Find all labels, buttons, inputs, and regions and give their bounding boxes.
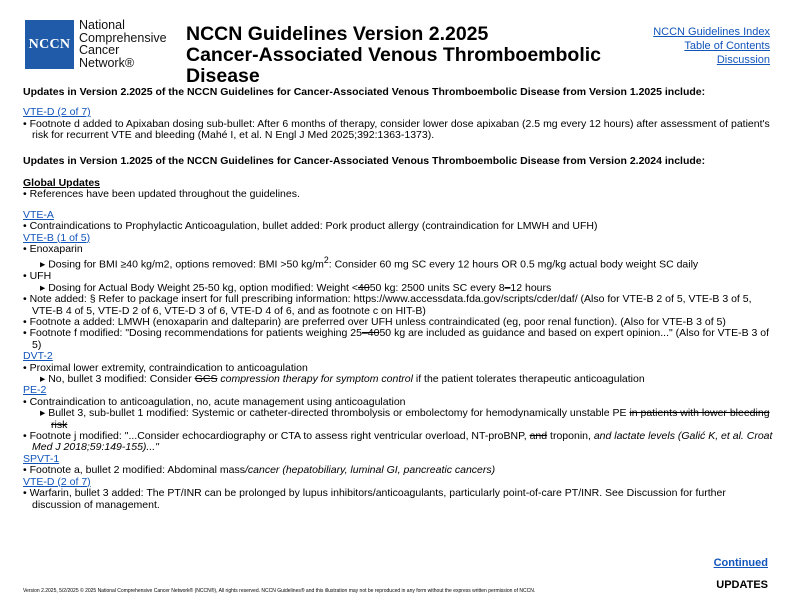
logo-line: Comprehensive xyxy=(79,30,167,45)
bullet-footnote-a: • Footnote a added: LMWH (enoxaparin and dalteparin) are preferred over UFH unless contraindicated (eg, poor renal function). (Also for VTE-B 3 of 5) xyxy=(23,316,726,328)
heading-v2-2025: Updates in Version 2.2025 of the NCCN Guidelines for Cancer-Associated Venous Thromboembolic Disease from Version 1.2025 include: xyxy=(23,86,706,98)
bullet-footnote-j: • Footnote j modified: "...Consider echocardiography or CTA to assess right ventricular overload, NT-proBNP, and troponin, and lactate levels (Galić K, et al. Croat Med J 2018;59:149-155)..." xyxy=(23,430,773,454)
bullet-enoxaparin: • Enoxaparin xyxy=(23,243,83,256)
bullet-contraindications-prophylactic: • Contraindications to Prophylactic Anticoagulation, bullet added: Pork product allergy (contraindication for LMWH and UFH) xyxy=(23,220,598,233)
bullet-footnote-f: • Footnote f modified: "Dosing recommendations for patients weighing 25–4050 kg are included as guidance and based on expert opinion..." (Also for VTE-B 3 of 5) xyxy=(23,327,770,351)
logo-line: National xyxy=(79,18,125,32)
link-vte-b-1-of-5[interactable]: VTE-B (1 of 5) xyxy=(23,231,91,244)
logo-wordmark xyxy=(79,19,179,69)
subbullet-ufh-weight: ▸ Dosing for Actual Body Weight 25-50 kg, option modified: Weight <4050 kg: 2500 units SC every 8–12 hours xyxy=(40,281,552,294)
link-dvt-2[interactable]: DVT-2 xyxy=(23,350,53,363)
subbullet-thrombolysis: ▸ Bullet 3, sub-bullet 1 modified: Systemic or catheter-directed thrombolysis or embolectomy for hemodynamically unstable PE in patients with lower bleeding risk xyxy=(40,407,770,431)
bullet-ufh: • UFH xyxy=(23,270,52,283)
logo-line: Cancer xyxy=(79,43,120,58)
nccn-logo xyxy=(25,20,74,69)
discussion-link[interactable]: Discussion xyxy=(716,54,770,66)
updates-content xyxy=(23,87,775,511)
copyright-footer: Version 2.2025, 5/2/2025 © 2025 National Comprehensive Cancer Network® (NCCN®), All rights reserved. NCCN Guidelines® and this illustration may not be reproduced in any form without the express written permission of NCCN. xyxy=(23,588,536,594)
bullet-abdominal-mass: • Footnote a, bullet 2 modified: Abdominal mass/cancer (hepatobiliary, luminal GI, pancreatic cancers) xyxy=(23,464,496,477)
top-nav-links xyxy=(653,25,770,67)
title-line-version: NCCN Guidelines Version 2.2025 xyxy=(186,23,489,45)
logo-badge-text: NCCN xyxy=(28,36,71,52)
title-line-disease: Cancer-Associated Venous Thromboembolic Disease xyxy=(186,44,602,87)
link-vte-d-2-of-7[interactable]: VTE-D (2 of 7) xyxy=(23,106,91,119)
subbullet-enoxaparin-bmi: ▸ Dosing for BMI ≥40 kg/m2, options removed: BMI >50 $kg/m^2$: Consider 60 mg SC every 12 hours OR 0.5 mg/kg actual body weight SC daily xyxy=(40,255,699,271)
bullet-apixaban-footnote: • Footnote d added to Apixaban dosing sub-bullet: After 6 months of therapy, consider lower dose apixaban (2.5 mg every 12 hours) after assessment of patient's risk for recurrent VTE and bleeding (Mahé I, et al. N Engl J Med 2025;392:1363-1373). xyxy=(23,117,770,142)
bullet-note-added: • Note added: § Refer to package insert for full prescribing information: https://www.accessdata.fda.gov/scripts/cder/daf/ (Also for VTE-B 2 of 5, VTE-B 3 of 5, VTE-B 4 of 5, VTE-D 2 of 6, VTE-D 3 of 6, VTE-D 4 of 6, and as footnote c on HIT-B) xyxy=(23,293,752,317)
link-spvt-1[interactable]: SPVT-1 xyxy=(23,452,60,465)
guidelines-index-link[interactable]: NCCN Guidelines Index xyxy=(653,26,770,38)
subbullet-compression-therapy: ▸ No, bullet 3 modified: Consider GCS compression therapy for symptom control if the patient tolerates therapeutic anticoagulation xyxy=(40,373,645,386)
table-of-contents-link[interactable]: Table of Contents xyxy=(684,40,770,52)
heading-v1-2025: Updates in Version 1.2025 of the NCCN Guidelines for Cancer-Associated Venous Thromboembolic Disease from Version 2.2024 include: xyxy=(23,154,706,167)
bullet-proximal-lower-extremity: • Proximal lower extremity, contraindication to anticoagulation xyxy=(23,361,308,374)
updates-page-label: UPDATES xyxy=(716,579,768,591)
link-vte-a[interactable]: VTE-A xyxy=(23,208,54,221)
bullet-warfarin: • Warfarin, bullet 3 added: The PT/INR can be prolonged by lupus inhibitors/anticoagulants, particularly point-of-care PT/INR. See Discussion for further discussion of management. xyxy=(23,487,726,511)
logo-line: Network® xyxy=(79,55,135,70)
bullet-references: • References have been updated throughout the guidelines. xyxy=(23,188,300,201)
link-pe-2[interactable]: PE-2 xyxy=(23,384,47,397)
link-vte-d-2-of-7-warfarin[interactable]: VTE-D (2 of 7) xyxy=(23,475,91,488)
bullet-contraindication-anticoagulation: • Contraindication to anticoagulation, no, acute management using anticoagulation xyxy=(23,395,406,408)
continued-link[interactable]: Continued xyxy=(713,557,768,569)
global-updates-label: Global Updates xyxy=(23,177,101,190)
page-title xyxy=(186,24,656,87)
